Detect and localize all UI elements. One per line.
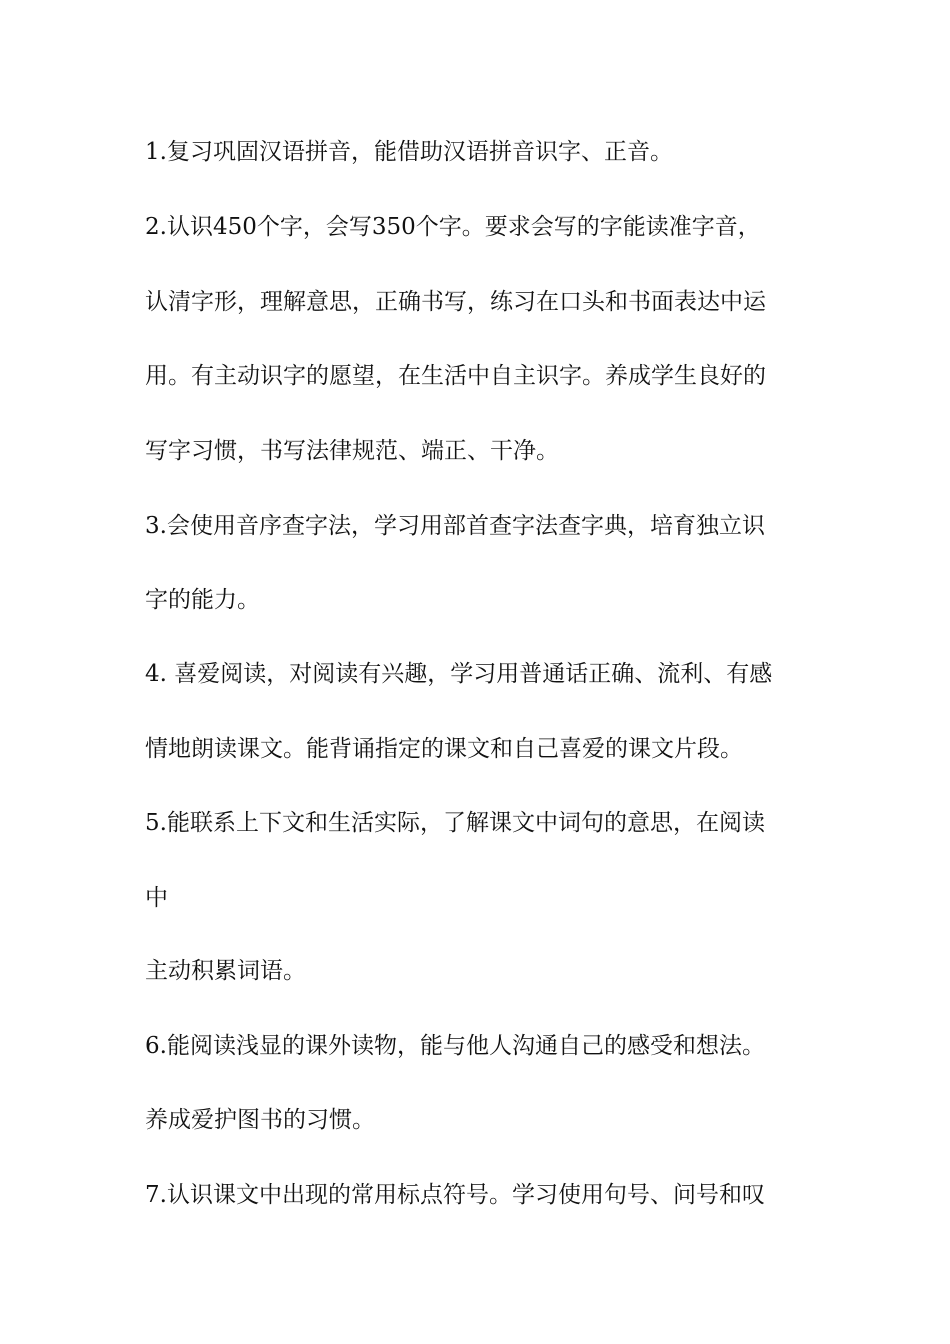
text-line-8: 4. 喜爱阅读，对阅读有兴趣，学习用普通话正确、流利、有感 — [145, 661, 773, 687]
text-line-6: 3.会使用音序查字法，学习用部首查字法查字典，培育独立识 — [145, 513, 765, 539]
text-line-10: 5.能联系上下文和生活实际，了解课文中词句的意思，在阅读 — [145, 810, 765, 836]
text-line-3: 认清字形，理解意思，正确书写，练习在口头和书面表达中运 — [145, 289, 766, 315]
text-line-12: 主动积累词语。 — [145, 958, 306, 984]
text-line-14: 养成爱护图书的习惯。 — [145, 1107, 375, 1133]
text-line-9: 情地朗读课文。能背诵指定的课文和自己喜爱的课文片段。 — [145, 736, 743, 762]
text-line-4: 用。有主动识字的愿望，在生活中自主识字。养成学生良好的 — [145, 363, 766, 389]
text-line-15: 7.认识课文中出现的常用标点符号。学习使用句号、问号和叹 — [145, 1182, 765, 1208]
text-line-5: 写字习惯，书写法律规范、端正、干净。 — [145, 438, 559, 464]
text-line-7: 字的能力。 — [145, 587, 260, 613]
text-line-11: 中 — [145, 885, 168, 911]
text-line-1: 1.复习巩固汉语拼音，能借助汉语拼音识字、正音。 — [145, 139, 673, 165]
text-line-2: 2.认识450个字，会写350个字。要求会写的字能读准字音， — [145, 214, 761, 240]
text-line-13: 6.能阅读浅显的课外读物，能与他人沟通自己的感受和想法。 — [145, 1033, 765, 1059]
